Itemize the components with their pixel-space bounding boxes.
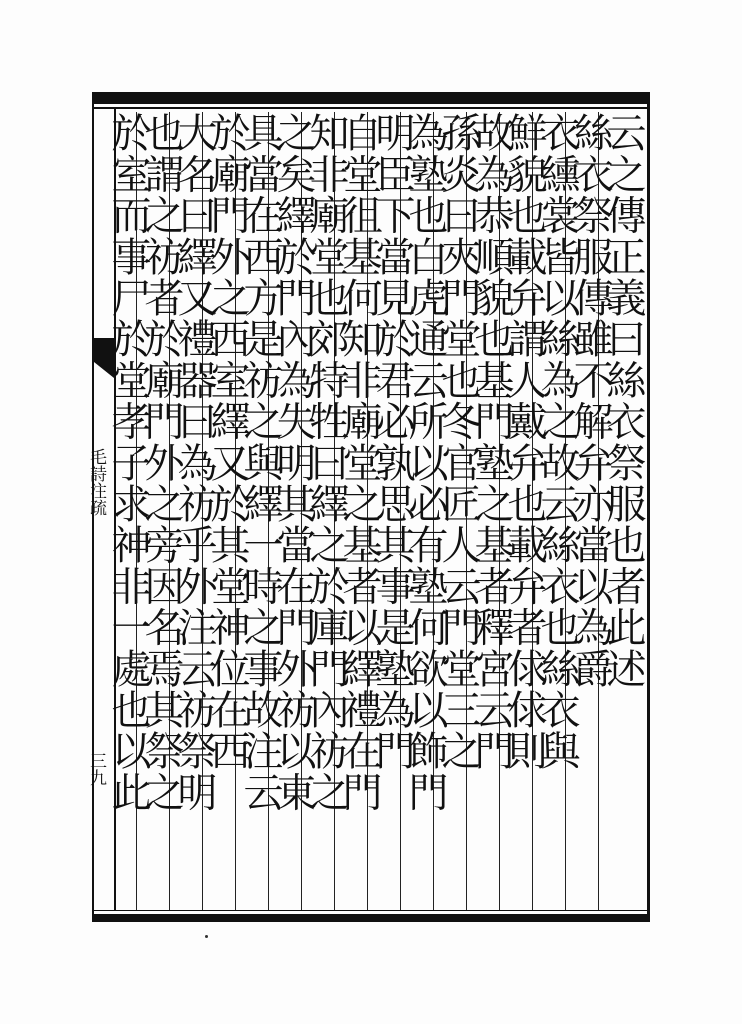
text-column: 為塾也白虎通云所以必有塾何欲以飾門 [402,112,448,813]
frame-right-border [647,92,650,922]
text-column: 明臣下當見於君必孰思其事是塾為門 [369,112,415,772]
frame-bottom-border [92,914,650,922]
text-column: 大名曰繹又禮器曰為祊乎外注云祊祭明 [171,112,217,813]
text-column: 之矣繹於門內為失明其當在門外祊以東 [270,112,316,813]
text-column: 知非廟堂也郊特牲曰繹之於庫門內祊之 [303,112,349,813]
text-column: 鮮貌也載弁謂人戴弁也載弁者俅俅則 [501,112,547,772]
text-column: 衣纁裳皆以絲為之故云絲衣也絲衣與 [534,112,580,772]
frame-top-border [92,92,650,104]
text-column: 也謂之祊者於廟門外之旁因名焉其祭之 [138,112,184,813]
text-column: 云之傳正義曰絲衣祭服也者此述 [600,112,646,689]
text-column: 故為恭順貌也基門塾之基者釋宮云門 [468,112,514,772]
text-column: 自堂徂基何知非廟堂之基者以繹禮在門 [336,112,382,813]
text-column: 絲衣祭服傳雖不解弁亦當以為爵 [567,112,613,689]
book-title: 毛詩注疏 [86,448,106,516]
frame-bottom-inner-line [92,910,650,911]
page-number: 三九 [86,752,106,786]
ink-speck [205,935,208,938]
frame-top-inner-line [92,107,650,109]
text-column: 於廟門外之西室繹又於其堂神位在西 [204,112,250,772]
text-body [105,112,646,910]
text-column: 於室而事尸於堂孝子求神非一處也以此 [105,112,151,813]
text-column: 具當在西方是祊之與繹一時之事故注云 [237,112,283,813]
text-column: 孫炎曰夾門堂也冬官匠人云門堂三之 [435,112,481,772]
